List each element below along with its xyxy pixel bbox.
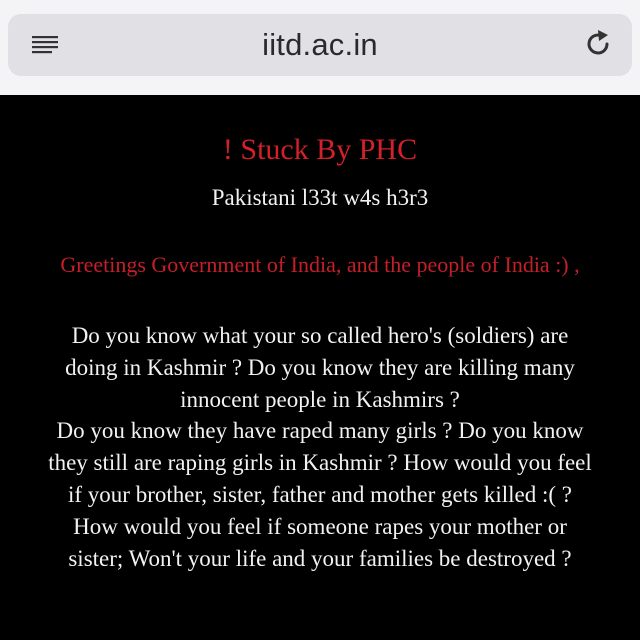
address-bar[interactable] [8, 14, 632, 76]
page-subtitle: Pakistani l33t w4s h3r3 [211, 185, 429, 210]
message-line: Do you know they have raped many girls ? Do you know [56, 418, 584, 444]
message-line: Do you know what your so called hero's (soldiers) are [71, 323, 569, 348]
message-body [0, 320, 640, 574]
message-line: if your brother, sister, father and mother gets killed :( ? [67, 481, 572, 507]
browser-toolbar [0, 0, 640, 95]
message-line: innocent people in Kashmirs ? [180, 386, 460, 412]
message-line: doing in Kashmir ? Do you know they are killing many [65, 354, 575, 380]
defaced-page-content [0, 95, 640, 640]
page-title: ! Stuck By PHC [222, 133, 418, 166]
greeting-text: Greetings Government of India, and the people of India :) , [60, 252, 580, 277]
url-text[interactable]: iitd.ac.in [262, 27, 378, 62]
message-line: sister; Won't your life and your families be destroyed ? [68, 545, 572, 571]
message-line: they still are raping girls in Kashmir ? How would you feel [48, 450, 592, 476]
reload-icon[interactable] [582, 28, 614, 60]
message-line: How would you feel if someone rapes your mother or [73, 513, 567, 539]
